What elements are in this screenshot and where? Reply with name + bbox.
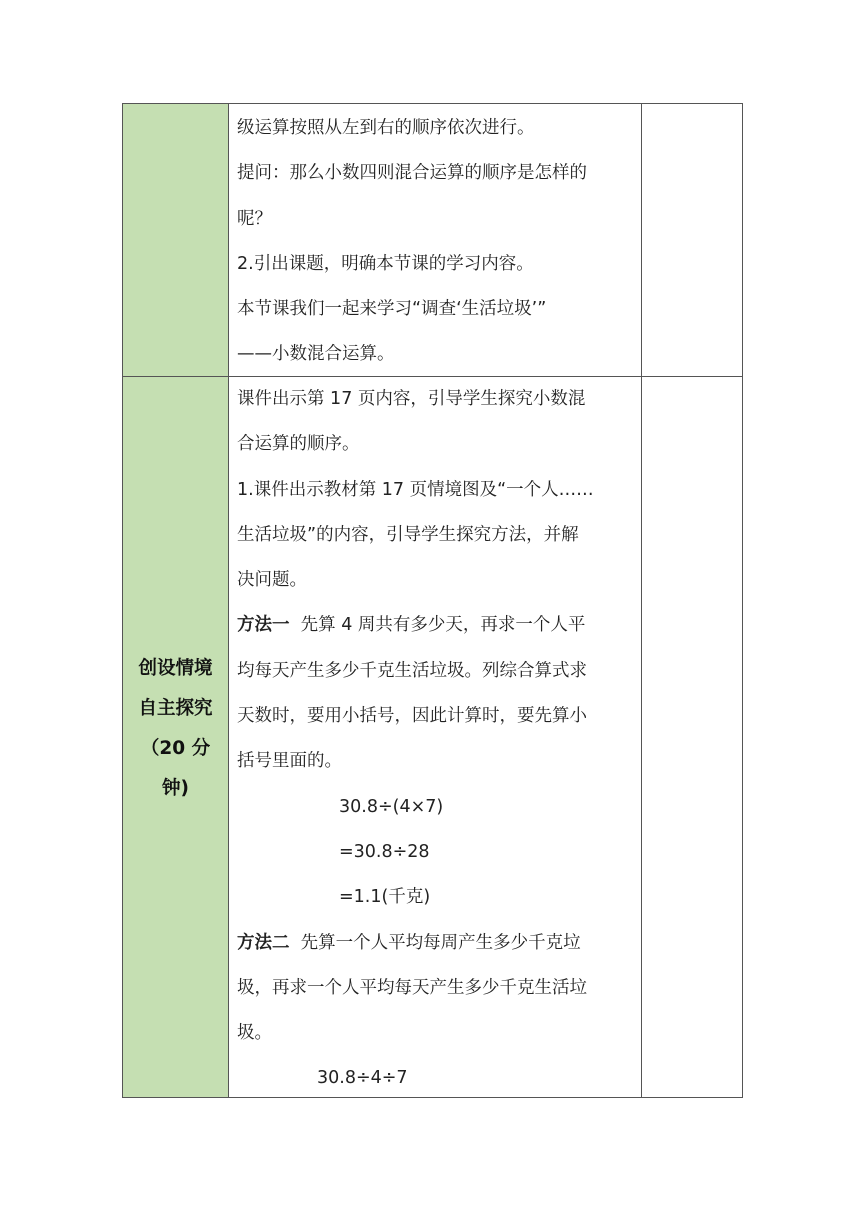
text-line: 生活垃圾”的内容，引导学生探究方法，并解 xyxy=(237,524,579,545)
formula-line: =30.8÷28 xyxy=(339,841,430,862)
method-one-text: 先算 4 周共有多少天，再求一个人平 xyxy=(300,615,586,636)
text-line: ——小数混合运算。 xyxy=(237,344,395,365)
section-label-line: （20 分 xyxy=(140,738,211,759)
content-cell-intro xyxy=(237,106,637,378)
section-label xyxy=(123,649,228,809)
text-line: 级运算按照从左到右的顺序依次进行。 xyxy=(237,118,535,138)
text-line: 2.引出课题，明确本节课的学习内容。 xyxy=(237,253,534,274)
label-cell-top xyxy=(123,104,228,377)
text-line: 天数时，要用小括号，因此计算时，要先算小 xyxy=(237,706,587,727)
text-line: 圾，再求一个人平均每天产生多少千克生活垃 xyxy=(237,977,587,998)
formula-line: 30.8÷4÷7 xyxy=(317,1068,408,1089)
method-one-label: 方法一 xyxy=(237,615,290,636)
text-line: 提问：那么小数四则混合运算的顺序是怎样的 xyxy=(237,163,587,184)
column-divider-2 xyxy=(641,104,642,1097)
text-line: 1.课件出示教材第 17 页情境图及“一个人…… xyxy=(237,479,594,500)
text-line: 课件出示第 17 页内容，引导学生探究小数混 xyxy=(237,389,586,409)
text-line: 均每天产生多少千克生活垃圾。列综合算式求 xyxy=(237,660,587,681)
text-line: 括号里面的。 xyxy=(237,751,342,772)
lesson-table xyxy=(122,103,743,1098)
section-label-line: 钟) xyxy=(162,778,189,799)
method-two-line xyxy=(237,921,637,966)
method-two-text: 先算一个人平均每周产生多少千克垃 xyxy=(300,932,581,953)
content-cell-exploration xyxy=(237,377,637,1102)
formula-line: =1.1(千克) xyxy=(339,887,431,908)
text-line: 本节课我们一起来学习“调查‘生活垃圾’” xyxy=(237,299,547,320)
method-one-line xyxy=(237,603,637,648)
text-line: 决问题。 xyxy=(237,570,307,591)
section-label-line: 自主探究 xyxy=(138,698,213,719)
section-label-line: 创设情境 xyxy=(138,658,213,679)
column-divider-1 xyxy=(228,104,229,1097)
text-line: 呢？ xyxy=(237,208,272,229)
formula-line: 30.8÷(4×7) xyxy=(339,796,444,817)
method-two-label: 方法二 xyxy=(237,932,290,953)
text-line: 圾。 xyxy=(237,1023,272,1044)
text-line: 合运算的顺序。 xyxy=(237,434,360,455)
